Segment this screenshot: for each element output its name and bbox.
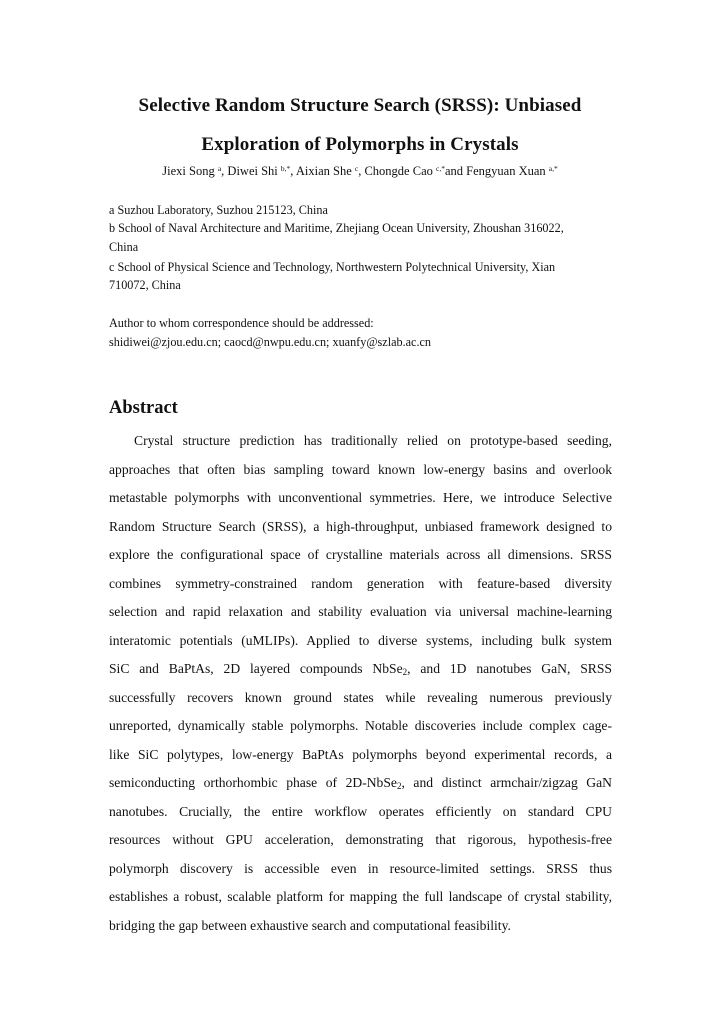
abstract-text: , and 1D nanotubes GaN, SRSS <box>407 661 612 676</box>
author-name: Jiexi Song <box>162 164 218 178</box>
abstract-line: unreported, dynamically stable polymorphs. Notable discoveries include complex cage- <box>109 718 612 733</box>
paper-title-line-2: Exploration of Polymorphs in Crystals <box>201 134 519 155</box>
abstract-text: semiconducting orthorhombic phase of 2D-NbSe <box>109 775 397 790</box>
author-affiliation-mark: a <box>217 164 222 173</box>
abstract-line: Random Structure Search (SRSS), a high-throughput, unbiased framework designed to <box>109 518 612 534</box>
abstract-line: polymorph discovery is accessible even in resource-limited settings. SRSS thus <box>109 860 612 876</box>
author-affiliation-mark: b,* <box>280 164 291 173</box>
abstract-line: explore the configurational space of crystalline materials across all dimensions. SRSS <box>109 547 612 562</box>
author-name: , Diwei Shi <box>221 164 281 178</box>
correspondence-emails: shidiwei@zjou.edu.cn; caocd@nwpu.edu.cn; xuanfy@szlab.ac.cn <box>109 335 432 349</box>
affiliation-c-line-1: c School of Physical Science and Technology, Northwestern Polytechnical University, Xian <box>109 260 556 274</box>
abstract-line: establishes a robust, scalable platform for mapping the full landscape of crystal stability, <box>109 889 612 904</box>
abstract-text: SiC and BaPtAs, 2D layered compounds NbSe <box>109 661 403 676</box>
abstract-text: , and distinct armchair/zigzag GaN <box>401 775 612 790</box>
author-name: , Chongde Cao <box>358 164 436 178</box>
author-name: , Aixian She <box>290 164 355 178</box>
affiliation-c-line-2: 710072, China <box>109 278 181 292</box>
abstract-line: like SiC polytypes, low-energy BaPtAs polymorphs beyond experimental records, a <box>109 746 612 762</box>
author-list <box>0 164 720 179</box>
abstract-line: bridging the gap between exhaustive search and computational feasibility. <box>109 917 511 933</box>
chemical-subscript: 2 <box>396 781 402 791</box>
abstract-line: successfully recovers known ground states while revealing numerous previously <box>109 689 612 705</box>
abstract-heading: Abstract <box>109 398 178 418</box>
correspondence-label: Author to whom correspondence should be addressed: <box>109 316 374 330</box>
abstract-line: selection and rapid relaxation and stability evaluation via universal machine-learning <box>109 604 612 619</box>
author-affiliation-mark: a,* <box>548 164 558 173</box>
abstract-line <box>109 662 612 676</box>
abstract-line <box>109 776 612 790</box>
abstract-line: interatomic potentials (uMLIPs). Applied to diverse systems, including bulk system <box>109 632 612 648</box>
chemical-subscript: 2 <box>402 667 408 677</box>
author-name: and Fengyuan Xuan <box>444 164 549 178</box>
abstract-line: approaches that often bias sampling toward known low-energy basins and overlook <box>109 461 612 477</box>
abstract-line: nanotubes. Crucially, the entire workflow operates efficiently on standard CPU <box>109 803 612 819</box>
affiliation-b-line-1: b School of Naval Architecture and Maritime, Zhejiang Ocean University, Zhoushan 316022, <box>109 221 564 235</box>
abstract-line: combines symmetry-constrained random generation with feature-based diversity <box>109 575 612 591</box>
author-affiliation-mark: c,* <box>436 164 445 173</box>
abstract-line: Crystal structure prediction has traditionally relied on prototype-based seeding, <box>134 433 612 448</box>
author-affiliation-mark: c <box>354 164 359 173</box>
abstract-line: resources without GPU acceleration, demonstrating that rigorous, hypothesis-free <box>109 832 612 847</box>
affiliation-b-line-2: China <box>109 240 139 254</box>
abstract-line: metastable polymorphs with unconventional symmetries. Here, we introduce Selective <box>109 490 612 505</box>
affiliation-a: a Suzhou Laboratory, Suzhou 215123, China <box>109 203 328 217</box>
paper-title-line-1: Selective Random Structure Search (SRSS): Unbiased <box>138 95 582 116</box>
